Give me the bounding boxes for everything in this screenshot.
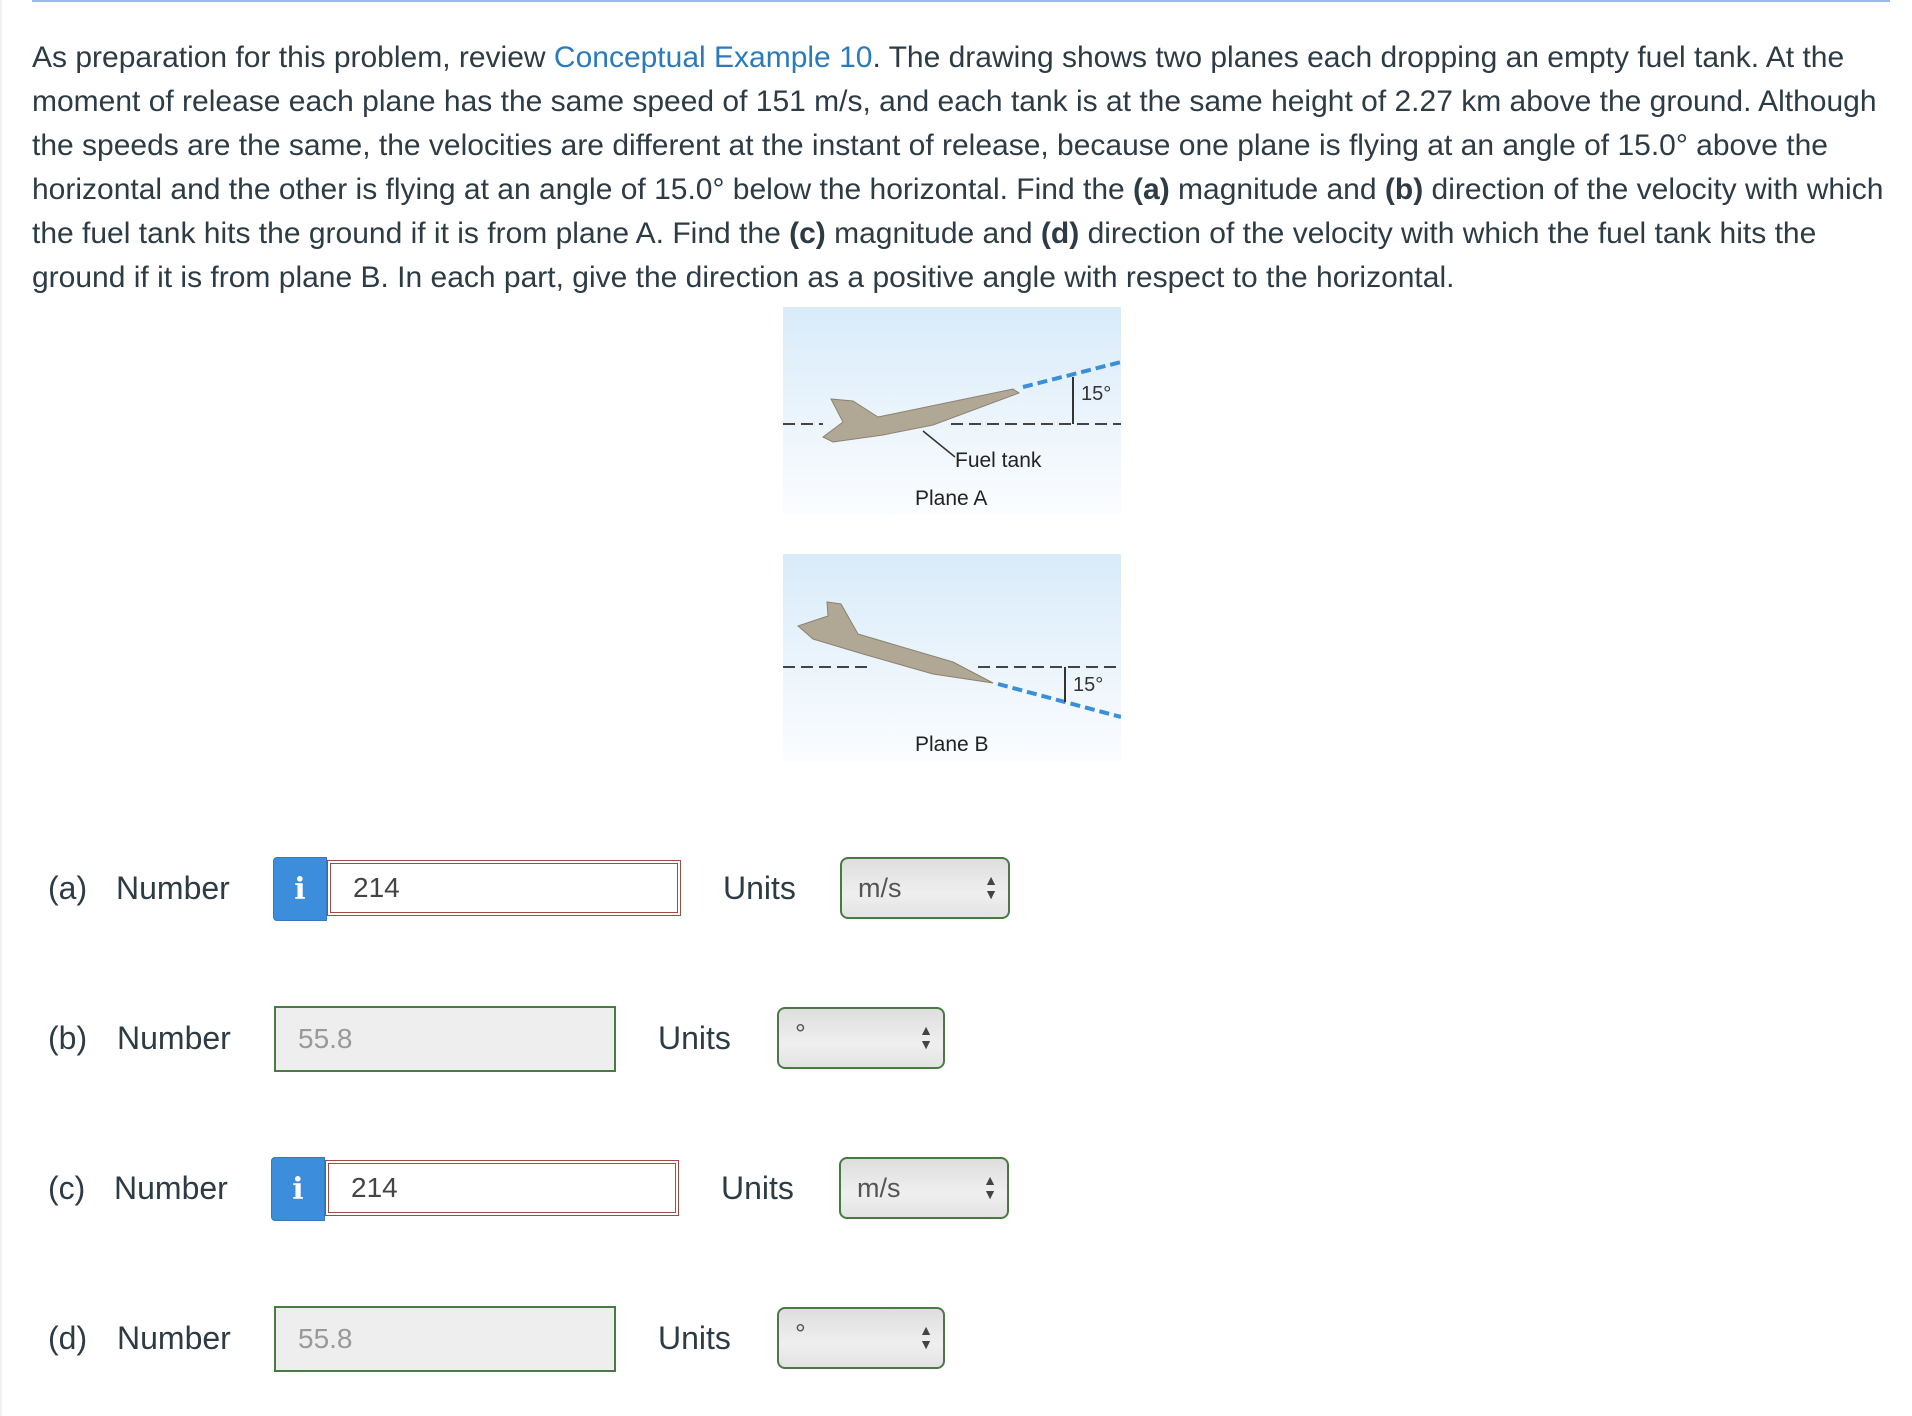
units-value: m/s [858,872,902,903]
part-d-marker: (d) [1040,217,1080,250]
part-c-number-input[interactable]: 214 [325,1160,679,1216]
number-label: Number [117,1020,231,1056]
part-c-marker: (c) [789,217,826,250]
units-value: m/s [857,1172,901,1203]
problem-text: . The drawing shows two planes each dropping an empty fuel tank. At the moment of release each plane has the same speed of 151 m/s, and each tank is at the same height of 2.27 km above the ground. Although the speeds are the same, the velocities are different at the instant of release, because one plane is flying at an angle of 15.0° above the horizontal and the other is flying at an angle of 15.0° below the horizontal. Find the [32,41,1877,206]
plane-a-caption: Plane A [915,487,988,510]
plane-a-drawing [783,307,1121,515]
fuel-tank-label: Fuel tank [955,449,1042,472]
part-a-marker: (a) [1133,173,1170,206]
part-b-units-select[interactable] [777,1007,945,1069]
figure-plane-b [783,554,1121,762]
number-label: Number [117,1320,231,1356]
problem-text: magnitude and [825,217,1041,250]
part-a-label: (a) [48,870,88,906]
info-icon[interactable]: i [271,1157,325,1221]
info-icon[interactable]: i [273,857,327,921]
angle-label-b: 15° [1073,674,1104,696]
part-a-number-input[interactable]: 214 [327,860,681,916]
number-label: Number [116,870,230,906]
problem-text: magnitude and [1169,173,1385,206]
select-arrows-icon: ▲ ▼ [919,1322,933,1352]
part-d-label: (d) [48,1320,88,1356]
part-d-number-input[interactable]: 55.8 [274,1306,616,1372]
figure-plane-a [783,307,1121,515]
select-arrows-icon: ▲ ▼ [983,1172,997,1202]
problem-text: As preparation for this problem, review [32,41,554,74]
number-label: Number [114,1170,228,1206]
units-label: Units [721,1170,794,1206]
select-arrows-icon: ▲ ▼ [984,872,998,902]
part-d-units-select[interactable] [777,1307,945,1369]
part-b-number-input[interactable]: 55.8 [274,1006,616,1072]
part-b-marker: (b) [1384,173,1424,206]
left-divider [0,0,2,1416]
select-arrows-icon: ▲ ▼ [919,1022,933,1052]
plane-b-drawing [783,554,1121,762]
problem-text: direction of the velocity with which the fuel tank hits the ground if it is from plane B. In each part, give the direction as a positive angle with respect to the horizontal. [32,217,1817,294]
units-label: Units [723,870,796,906]
angle-label-a: 15° [1081,383,1112,405]
plane-b-caption: Plane B [915,733,989,756]
conceptual-example-link[interactable]: Conceptual Example 10 [553,41,873,74]
part-b-label: (b) [48,1020,88,1056]
units-value: ° [795,1319,806,1349]
part-a-units-select[interactable] [840,857,1010,919]
units-label: Units [658,1320,731,1356]
units-label: Units [658,1020,731,1056]
problem-text: direction of the velocity with which the fuel tank hits the ground if it is from plane A. Find the [32,173,1884,250]
top-divider [32,0,1890,2]
problem-statement [32,36,1892,300]
part-c-label: (c) [48,1170,86,1206]
part-c-units-select[interactable] [839,1157,1009,1219]
units-value: ° [795,1019,806,1049]
